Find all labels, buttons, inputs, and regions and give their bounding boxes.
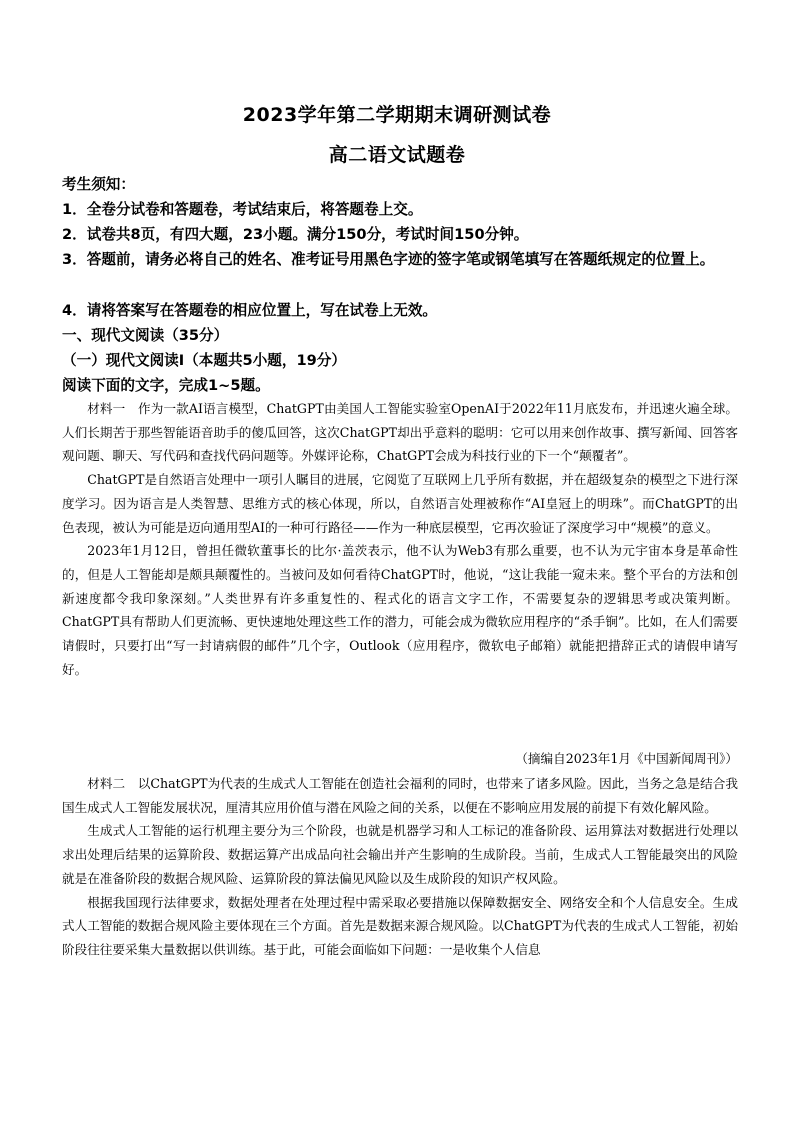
material-one-paragraph: 2023年1月12日，曾担任微软董事长的比尔·盖茨表示，他不认为Web3有那么重要，也不认为元宇宙本身是革命性的，但是人工智能却是颇具颠覆性的。当被问及如何看待ChatGPT时，他说，“这让我能一窥未来。整个平台的方法和创新速度都令我印象深刻。”人类世界有许多重复性的、程式化的语言文字工作，不需要复杂的逻辑思考或决策判断。ChatGPT具有帮助人们更流畅、更快速地处理这些工作的潜力，可能会成为微软应用程序的“杀手锏”。比如，在人们需要请假时，只要打出“写一封请病假的邮件”几个字，Outlook（应用程序，微软电子邮箱）就能把措辞正式的请假申请写好。 — [62, 543, 738, 677]
section-subtitle: （一）现代文阅读Ⅰ（本题共5小题，19分） — [62, 352, 346, 369]
reading-prompt: 阅读下面的文字，完成1~5题。 — [62, 377, 270, 394]
exam-subtitle: 高二语文试题卷 — [328, 144, 466, 166]
material-two-paragraph: 材料二 以ChatGPT为代表的生成式人工智能在创造社会福利的同时，也带来了诸多风险。因此，当务之急是结合我国生成式人工智能发展状况，厘清其应用价值与潜在风险之间的关系，以便在不影响应用发展的前提下有效化解风险。 — [62, 776, 738, 815]
instruction-item-2: 2．试卷共8页，有四大题，23小题。满分150分，考试时间150分钟。 — [62, 226, 529, 243]
material-one — [62, 397, 738, 681]
material-two — [62, 772, 738, 962]
instructions-heading: 考生须知： — [62, 176, 135, 193]
instruction-item-1: 1．全卷分试卷和答题卷，考试结束后，将答题卷上交。 — [62, 201, 423, 218]
material-two-paragraph: 生成式人工智能的运行机理主要分为三个阶段，也就是机器学习和人工标记的准备阶段、运用算法对数据进行处理以求出处理后结果的运算阶段、数据运算产出成品向社会输出并产生影响的生成阶段。当前，生成式人工智能最突出的风险就是在准备阶段的数据合规风险、运算阶段的算法偏见风险以及生成阶段的知识产权风险。 — [62, 823, 738, 886]
material-two-paragraph: 根据我国现行法律要求，数据处理者在处理过程中需采取必要措施以保障数据安全、网络安全和个人信息安全。生成式人工智能的数据合规风险主要体现在三个方面。首先是数据来源合规风险。以ChatGPT为代表的生成式人工智能，初始阶段往往要采集大量数据以供训练。基于此，可能会面临如下问题：一是收集个人信息 — [62, 894, 738, 957]
material-one-paragraph: ChatGPT是自然语言处理中一项引人瞩目的进展，它阅览了互联网上几乎所有数据，并在超级复杂的模型之下进行深度学习。因为语言是人类智慧、思维方式的核心体现，所以，自然语言处理被称作“AI皇冠上的明珠”。而ChatGPT的出色表现，被认为可能是迈向通用型AI的一种可行路径——作为一种底层模型，它再次验证了深度学习中“规模”的意义。 — [62, 472, 738, 535]
exam-title: 2023学年第二学期期末调研测试卷 — [242, 104, 552, 126]
material-one-source: （摘编自2023年1月《中国新闻周刊》） — [515, 751, 738, 766]
instruction-item-4: 4．请将答案写在答题卷的相应位置上，写在试卷上无效。 — [62, 302, 438, 319]
section-title: 一、现代文阅读（35分） — [62, 327, 229, 344]
material-one-paragraph: 材料一 作为一款AI语言模型，ChatGPT由美国人工智能实验室OpenAI于2022年11月底发布，并迅速火遍全球。人们长期苦于那些智能语音助手的傻瓜回答，这次ChatGPT却出乎意料的聪明：它可以用来创作故事、撰写新闻、回答客观问题、聊天、写代码和查找代码问题等。外媒评论称，ChatGPT会成为科技行业的下一个“颠覆者”。 — [62, 401, 738, 464]
instruction-item-3: 3．答题前，请务必将自己的姓名、准考证号用黑色字迹的签字笔或钢笔填写在答题纸规定的位置上。 — [62, 251, 715, 268]
